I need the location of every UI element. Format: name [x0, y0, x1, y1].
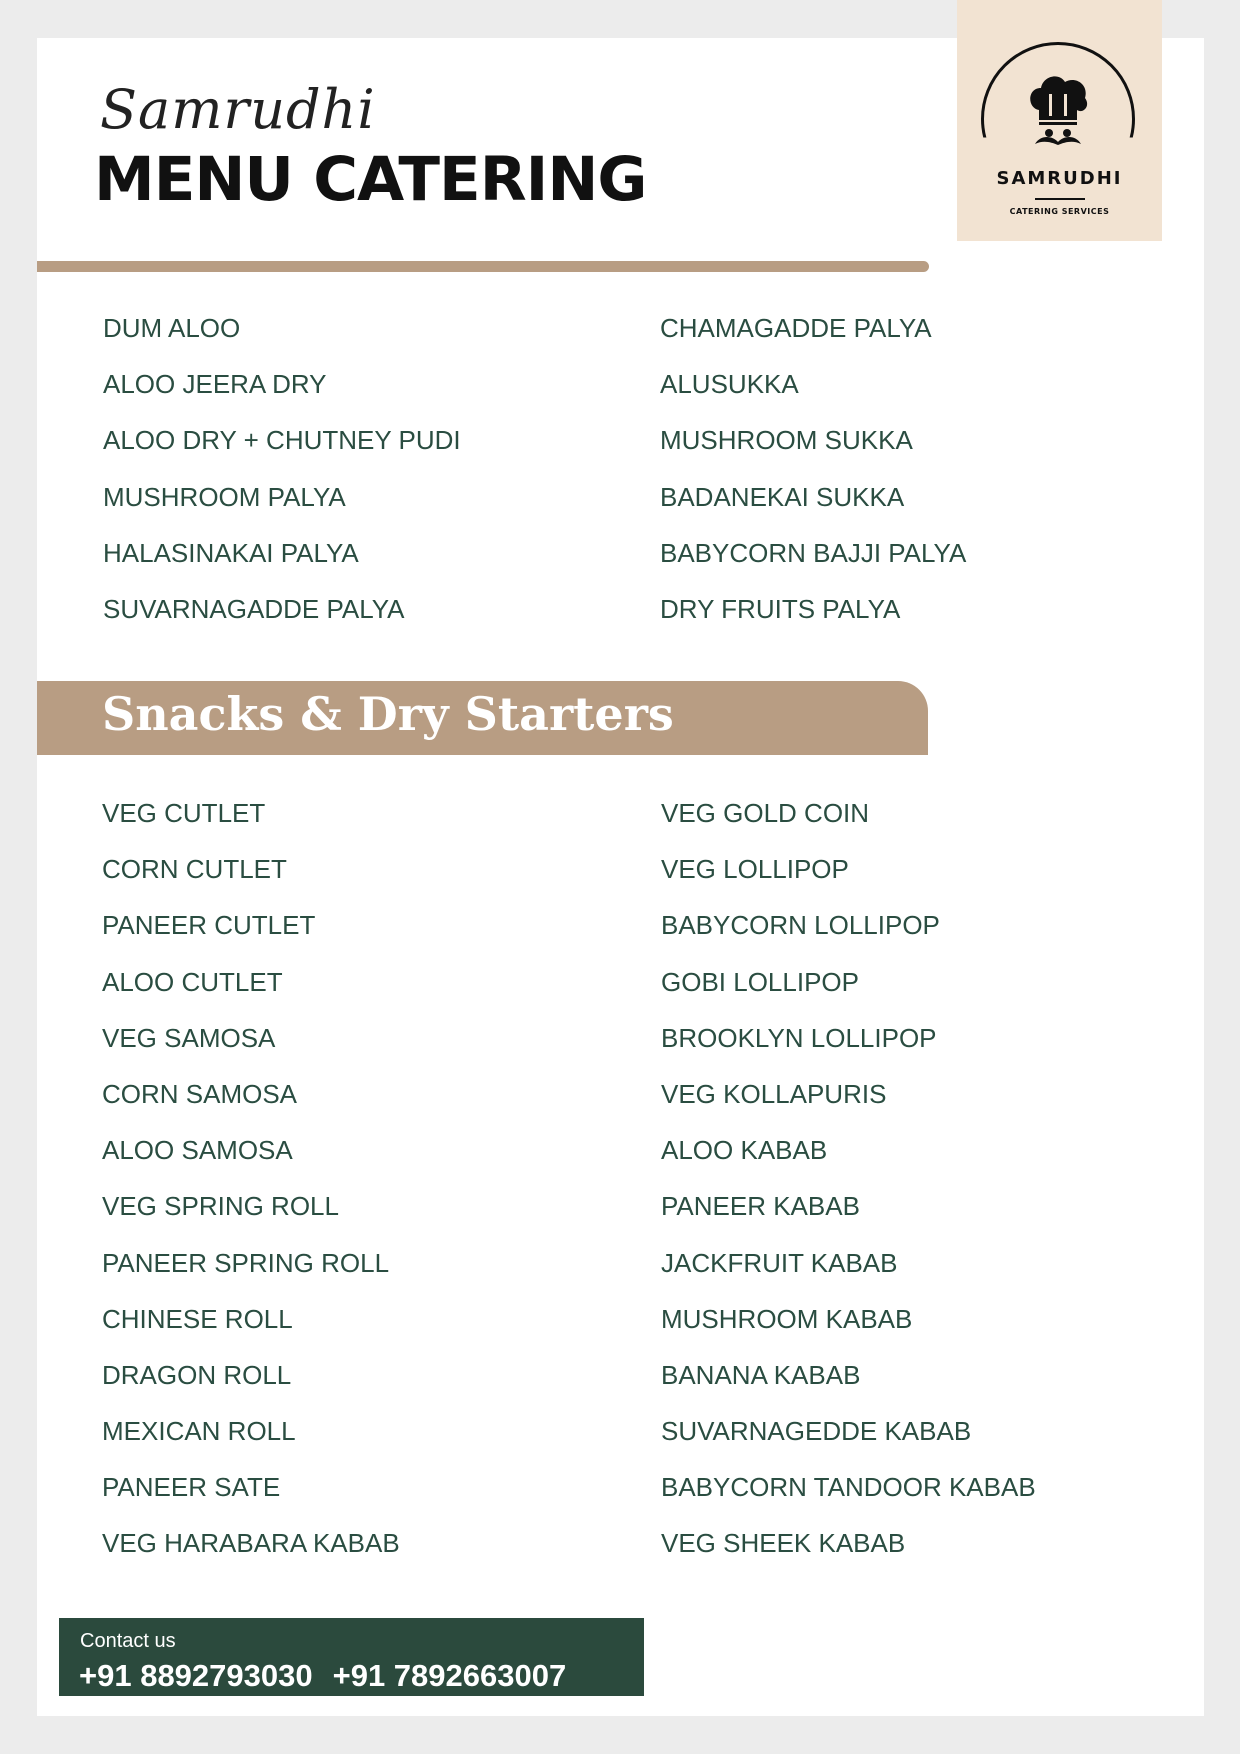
list-item: MUSHROOM KABAB [661, 1303, 913, 1334]
chef-hat-icon [1025, 74, 1091, 146]
snacks-list-right [661, 800, 1036, 1587]
list-item: ALOO DRY + CHUTNEY PUDI [103, 425, 461, 456]
list-item: MEXICAN ROLL [102, 1416, 296, 1447]
logo [957, 0, 1162, 241]
list-item: DRY FRUITS PALYA [660, 593, 901, 624]
palya-list-right [660, 315, 966, 652]
contact-phones [79, 1658, 566, 1694]
list-item: SUVARNAGEDDE KABAB [661, 1416, 972, 1447]
contact-label: Contact us [80, 1630, 176, 1652]
list-item: VEG SAMOSA [102, 1022, 276, 1053]
logo-subtitle: CATERING SERVICES [1009, 207, 1110, 216]
list-item: ALUSUKKA [660, 369, 799, 400]
palya-list-left [103, 315, 461, 652]
list-item: CORN CUTLET [102, 854, 287, 885]
section-title: Snacks & Dry Starters [102, 687, 674, 741]
snacks-list-left [102, 800, 400, 1587]
brand-script-title: Samrudhi [100, 78, 376, 141]
list-item: DUM ALOO [103, 313, 241, 343]
page-title: MENU CATERING [94, 144, 647, 215]
list-item: ALOO KABAB [661, 1135, 828, 1166]
list-item: BROOKLYN LOLLIPOP [661, 1022, 937, 1053]
list-item: BADANEKAI SUKKA [660, 481, 905, 512]
logo-name: SAMRUDHI [996, 168, 1123, 189]
list-item: SUVARNAGADDE PALYA [103, 593, 405, 624]
phone-number-2: +91 7892663007 [332, 1658, 567, 1693]
list-item: ALOO JEERA DRY [103, 369, 327, 400]
contact-box [59, 1618, 644, 1696]
list-item: CHAMAGADDE PALYA [660, 313, 932, 343]
list-item: VEG SPRING ROLL [102, 1191, 339, 1222]
list-item: CHINESE ROLL [102, 1303, 293, 1334]
list-item: VEG KOLLAPURIS [661, 1078, 887, 1109]
logo-divider [1035, 198, 1085, 200]
list-item: BANANA KABAB [661, 1359, 861, 1390]
list-item: GOBI LOLLIPOP [661, 966, 859, 997]
list-item: MUSHROOM SUKKA [660, 425, 913, 456]
phone-number-1: +91 8892793030 [79, 1658, 313, 1693]
section-header [37, 681, 928, 755]
list-item: PANEER KABAB [661, 1191, 860, 1222]
list-item: VEG CUTLET [102, 798, 266, 828]
list-item: VEG GOLD COIN [661, 798, 870, 828]
list-item: CORN SAMOSA [102, 1078, 298, 1109]
list-item: PANEER CUTLET [102, 910, 316, 941]
list-item: VEG HARABARA KABAB [102, 1528, 400, 1559]
list-item: MUSHROOM PALYA [103, 481, 346, 512]
header-divider [37, 261, 929, 272]
list-item: JACKFRUIT KABAB [661, 1247, 898, 1278]
list-item: VEG SHEEK KABAB [661, 1528, 906, 1559]
list-item: ALOO CUTLET [102, 966, 283, 997]
list-item: BABYCORN BAJJI PALYA [660, 537, 967, 568]
list-item: DRAGON ROLL [102, 1359, 292, 1390]
list-item: VEG LOLLIPOP [661, 854, 849, 885]
list-item: BABYCORN LOLLIPOP [661, 910, 940, 941]
list-item: ALOO SAMOSA [102, 1135, 293, 1166]
list-item: PANEER SATE [102, 1472, 281, 1503]
list-item: HALASINAKAI PALYA [103, 537, 359, 568]
list-item: BABYCORN TANDOOR KABAB [661, 1472, 1036, 1503]
list-item: PANEER SPRING ROLL [102, 1247, 390, 1278]
